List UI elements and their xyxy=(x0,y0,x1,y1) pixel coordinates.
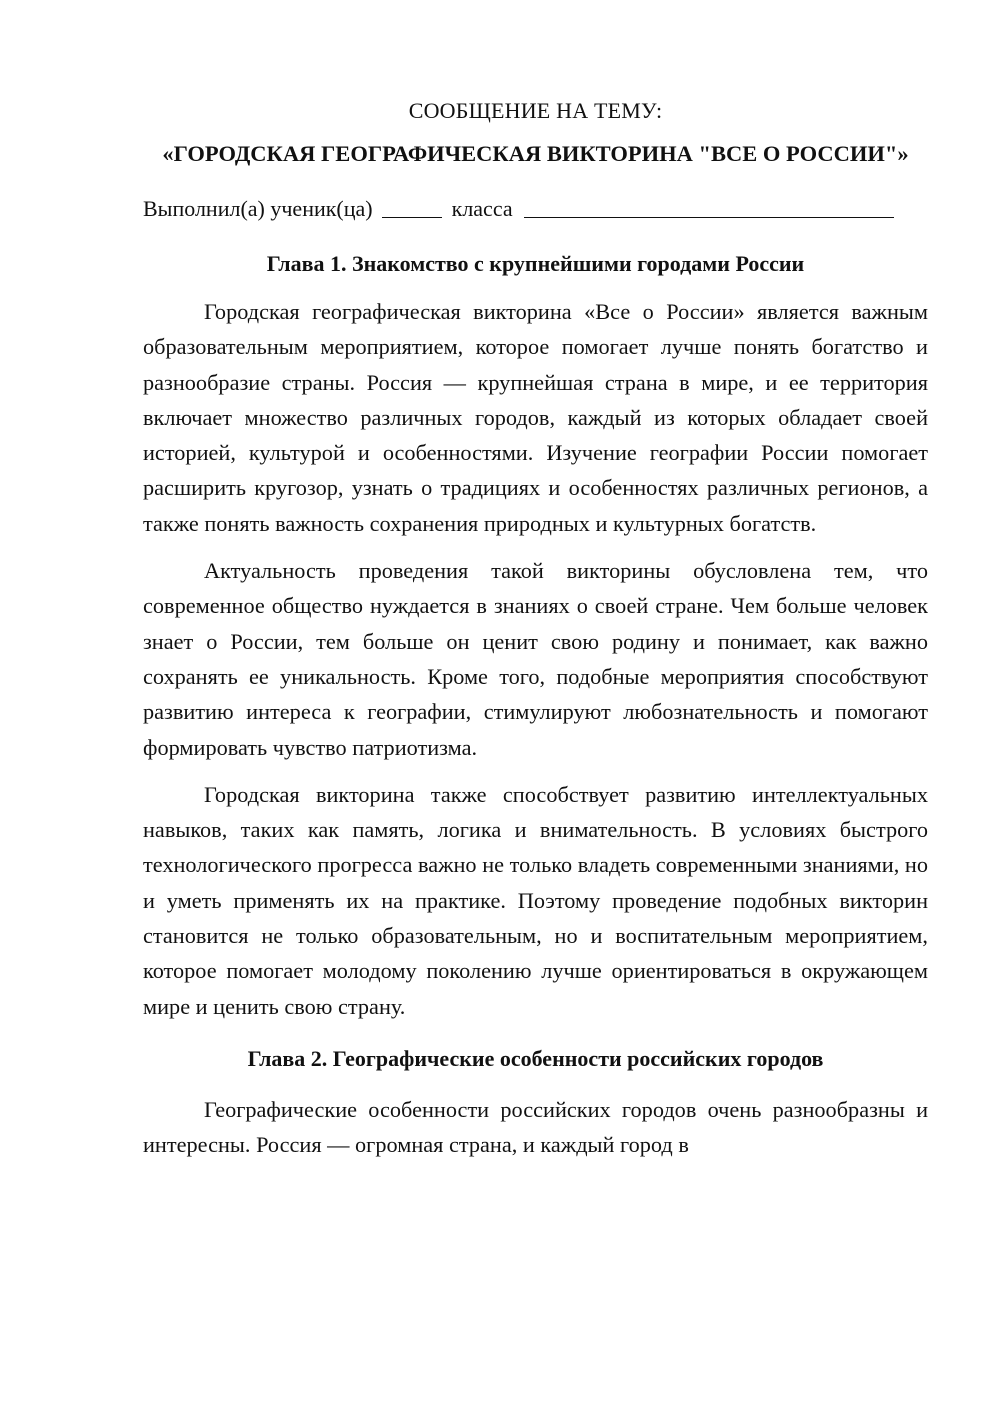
chapter-2-heading: Глава 2. Географические особенности российских городов xyxy=(247,1045,824,1071)
chapter-1-paragraph-3: Городская викторина также способствует развитию интеллектуальных навыков, таких как память, логика и внимательность. В условиях быстрого технологического прогресса важно не только владеть современными знаниями, но и уметь применять их на практике. Поэтому проведение подобных викторин становится не только образовательным, но и воспитательным мероприятием, которое помогает молодому поколению лучше ориентироваться в окружающем мире и ценить свою страну. xyxy=(143,781,928,1019)
student-name-blank xyxy=(524,195,894,218)
topic-label: СООБЩЕНИЕ НА ТЕМУ: xyxy=(408,98,663,123)
author-prefix: Выполнил(а) ученик(ца) xyxy=(143,196,373,221)
document-title: «ГОРОДСКАЯ ГЕОГРАФИЧЕСКАЯ ВИКТОРИНА "ВСЕ О РОССИИ"» xyxy=(162,141,909,166)
class-number-blank xyxy=(382,195,442,218)
author-line xyxy=(143,192,928,226)
chapter-1-paragraph-2: Актуальность проведения такой викторины обусловлена тем, что современное общество нуждается в знаниях о своей стране. Чем больше человек знает о России, тем больше он ценит свою родину и понимает, как важно сохранять ее уникальность. Кроме того, подобные мероприятия способствуют развитию интереса к географии, стимулируют любознательность и помогают формировать чувство патриотизма. xyxy=(143,558,928,760)
chapter-2-paragraph-1: Географические особенности российских городов очень разнообразны и интересны. Россия — огромная страна, и каждый город в xyxy=(143,1096,928,1158)
chapter-1-heading: Глава 1. Знакомство с крупнейшими городами России xyxy=(266,251,805,276)
chapter-1-paragraph-1: Городская географическая викторина «Все о России» является важным образовательным мероприятием, которое помогает лучше понять богатство и разнообразие страны. Россия — крупнейшая страна в мире, и ее территория включает множество различных городов, каждый из которых обладает своей историей, культурой и особенностями. Изучение географии России помогает расширить кругозор, узнать о традициях и особенностях различных регионов, а также понять важность сохранения природных и культурных богатств. xyxy=(143,299,928,536)
author-class-word: класса xyxy=(451,196,513,221)
document-page xyxy=(143,94,928,1175)
